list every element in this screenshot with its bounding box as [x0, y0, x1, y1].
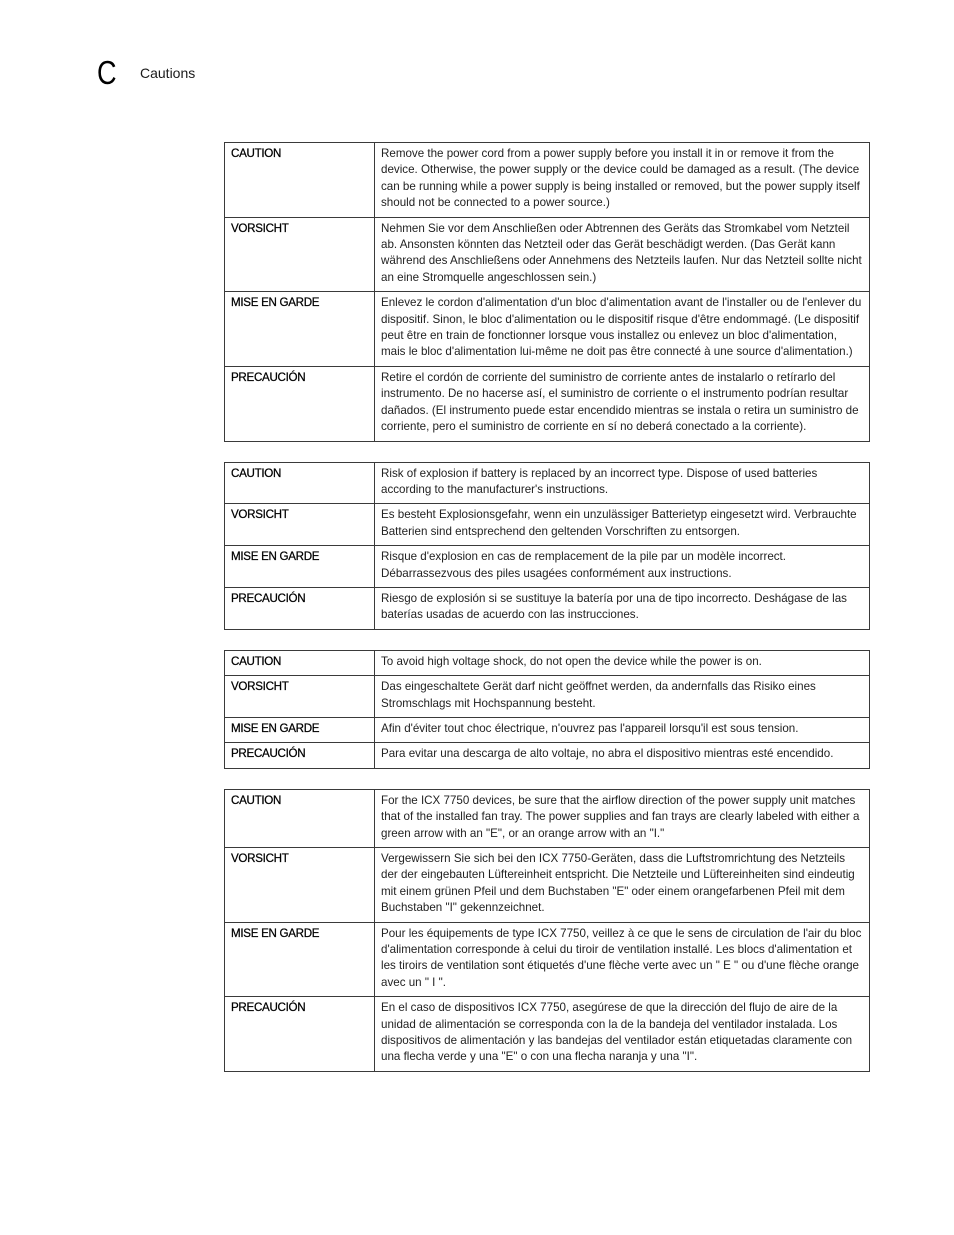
page-header — [97, 54, 196, 91]
label-cell — [225, 717, 375, 742]
caution-label-fr: MISE EN GARDE — [231, 296, 320, 310]
caution-label-en: CAUTION — [231, 466, 282, 480]
table-row — [225, 504, 870, 546]
caution-label-de: VORSICHT — [231, 221, 289, 235]
label-cell — [225, 848, 375, 923]
table-row — [225, 143, 870, 218]
label-cell — [225, 504, 375, 546]
caution-label-es: PRECAUCIÓN — [231, 1001, 306, 1015]
table-row — [225, 292, 870, 367]
caution-table-high-voltage — [224, 650, 870, 769]
table-row — [225, 848, 870, 923]
table-row — [225, 462, 870, 504]
caution-text-es: En el caso de dispositivos ICX 7750, asegúrese de que la dirección del flujo de aire de la unidad de alimentación se corresponda con la de la bandeja del ventilador instalada. Los dispositivos de alimentación y las bandejas del ventilador están etiquetadas claramente con una flecha verde y una "E" o con una flecha naranja y una "I". — [375, 997, 870, 1072]
caution-label-es: PRECAUCIÓN — [231, 591, 306, 605]
label-cell — [225, 292, 375, 367]
label-cell — [225, 366, 375, 441]
caution-text-en: To avoid high voltage shock, do not open the device while the power is on. — [375, 650, 870, 675]
caution-label-en: CAUTION — [231, 654, 282, 668]
chapter-letter: C — [97, 54, 117, 91]
caution-text-en: Remove the power cord from a power supply before you install it in or remove it from the device. Otherwise, the power supply or the device could be damaged as a result. (The device can be running while a power supply is being installed or removed, but the power supply itself should not be connected to a power source.) — [375, 143, 870, 218]
label-cell — [225, 676, 375, 718]
caution-tables — [224, 142, 870, 1092]
table-row — [225, 717, 870, 742]
caution-text-fr: Risque d'explosion en cas de remplacement de la pile par un modèle incorrect. Débarrassezvous des piles usagées conformément aux instructions. — [375, 546, 870, 588]
caution-text-en: Risk of explosion if battery is replaced by an incorrect type. Dispose of used batteries according to the manufacturer's instructions. — [375, 462, 870, 504]
caution-text-de: Das eingeschaltete Gerät darf nicht geöffnet werden, da andernfalls das Risiko eines Stromschlags mit Hochspannung besteht. — [375, 676, 870, 718]
caution-text-fr: Pour les équipements de type ICX 7750, veillez à ce que le sens de circulation de l'air du bloc d'alimentation corresponde à celui du tiroir de ventilation installé. Les blocs d'alimentation et les tiroirs de ventilation sont étiquetés d'une flèche verte avec un " E " ou d'une flèche orange avec un " I ". — [375, 922, 870, 997]
caution-text-de: Nehmen Sie vor dem Anschließen oder Abtrennen des Geräts das Stromkabel vom Netzteil ab. Ansonsten könnten das Netzteil oder das Gerät beschädigt werden. (Das Gerät kann während des Anschließens oder Annehmens des Netzteils laufen. Nur das Netzteil sollte nicht an eine Stromquelle angeschlossen sein.) — [375, 217, 870, 292]
caution-text-en: For the ICX 7750 devices, be sure that the airflow direction of the power supply unit matches that of the installed fan tray. The power supplies and fan trays are clearly labeled with either a green arrow with an "E", or an orange arrow with an "I." — [375, 789, 870, 847]
caution-label-fr: MISE EN GARDE — [231, 926, 320, 940]
label-cell — [225, 650, 375, 675]
caution-label-de: VORSICHT — [231, 508, 289, 522]
caution-text-fr: Enlevez le cordon d'alimentation d'un bloc d'alimentation avant de l'installer ou de l'enlever du dispositif. Sinon, le bloc d'alimentation ou le dispositif risque d'être endommagé. (Le dispositif peut être en train de fonctionner lorsque vous installez ou enlevez un bloc d'alimentation, mais le bloc d'alimentation lui-même ne doit pas être connecté à une source d'alimentation.) — [375, 292, 870, 367]
caution-table-airflow — [224, 789, 870, 1072]
table-row — [225, 743, 870, 768]
table-row — [225, 366, 870, 441]
label-cell — [225, 743, 375, 768]
table-row — [225, 676, 870, 718]
caution-label-en: CAUTION — [231, 147, 282, 160]
caution-label-es: PRECAUCIÓN — [231, 370, 306, 384]
label-cell — [225, 462, 375, 504]
table-row — [225, 922, 870, 997]
caution-text-es: Riesgo de explosión si se sustituye la batería por una de tipo incorrecto. Deshágase de las baterías usadas de acuerdo con las instrucciones. — [375, 587, 870, 629]
caution-text-fr: Afin d'éviter tout choc électrique, n'ouvrez pas l'appareil lorsqu'il est sous tension. — [375, 717, 870, 742]
caution-label-de: VORSICHT — [231, 852, 289, 865]
label-cell — [225, 922, 375, 997]
table-row — [225, 217, 870, 292]
caution-table-battery — [224, 462, 870, 630]
label-cell — [225, 997, 375, 1072]
caution-label-fr: MISE EN GARDE — [231, 721, 320, 735]
caution-text-es: Retire el cordón de corriente del suministro de corriente antes de instalarlo o retírarlo del instrumento. De no hacerse así, el suministro de corriente o el instrumento podrían resultar dañados. (El instrumento puede estar encendido mientras se instala o retira un suministro de corriente, pero el suministro de corriente en sí no deberá conectado a la corriente). — [375, 366, 870, 441]
caution-text-de: Es besteht Explosionsgefahr, wenn ein unzulässiger Batterietyp eingesetzt wird. Verbrauchte Batterien sind entsprechend den geltenden Vorschriften zu entsorgen. — [375, 504, 870, 546]
caution-label-es: PRECAUCIÓN — [231, 747, 306, 761]
label-cell — [225, 217, 375, 292]
label-cell — [225, 546, 375, 588]
table-row — [225, 546, 870, 588]
caution-label-de: VORSICHT — [231, 680, 289, 694]
section-title: Cautions — [140, 65, 196, 81]
label-cell — [225, 789, 375, 847]
caution-text-de: Vergewissern Sie sich bei den ICX 7750-Geräten, dass die Luftstromrichtung des Netzteils der der eingebauten Lüftereinheit entspricht. Die Netzteile und Lüftereinheiten sind eindeutig mit einem grünen Pfeil und dem Buchstaben "E" oder einem orangefarbenen Pfeil mit dem Buchstaben "I" gekennzeichnet. — [375, 848, 870, 923]
caution-label-fr: MISE EN GARDE — [231, 550, 320, 564]
table-row — [225, 997, 870, 1072]
caution-text-es: Para evitar una descarga de alto voltaje, no abra el dispositivo mientras esté encendido. — [375, 743, 870, 768]
caution-label-en: CAUTION — [231, 793, 282, 807]
table-row — [225, 587, 870, 629]
label-cell — [225, 143, 375, 218]
caution-table-power-cord — [224, 142, 870, 442]
table-row — [225, 789, 870, 847]
label-cell — [225, 587, 375, 629]
table-row — [225, 650, 870, 675]
